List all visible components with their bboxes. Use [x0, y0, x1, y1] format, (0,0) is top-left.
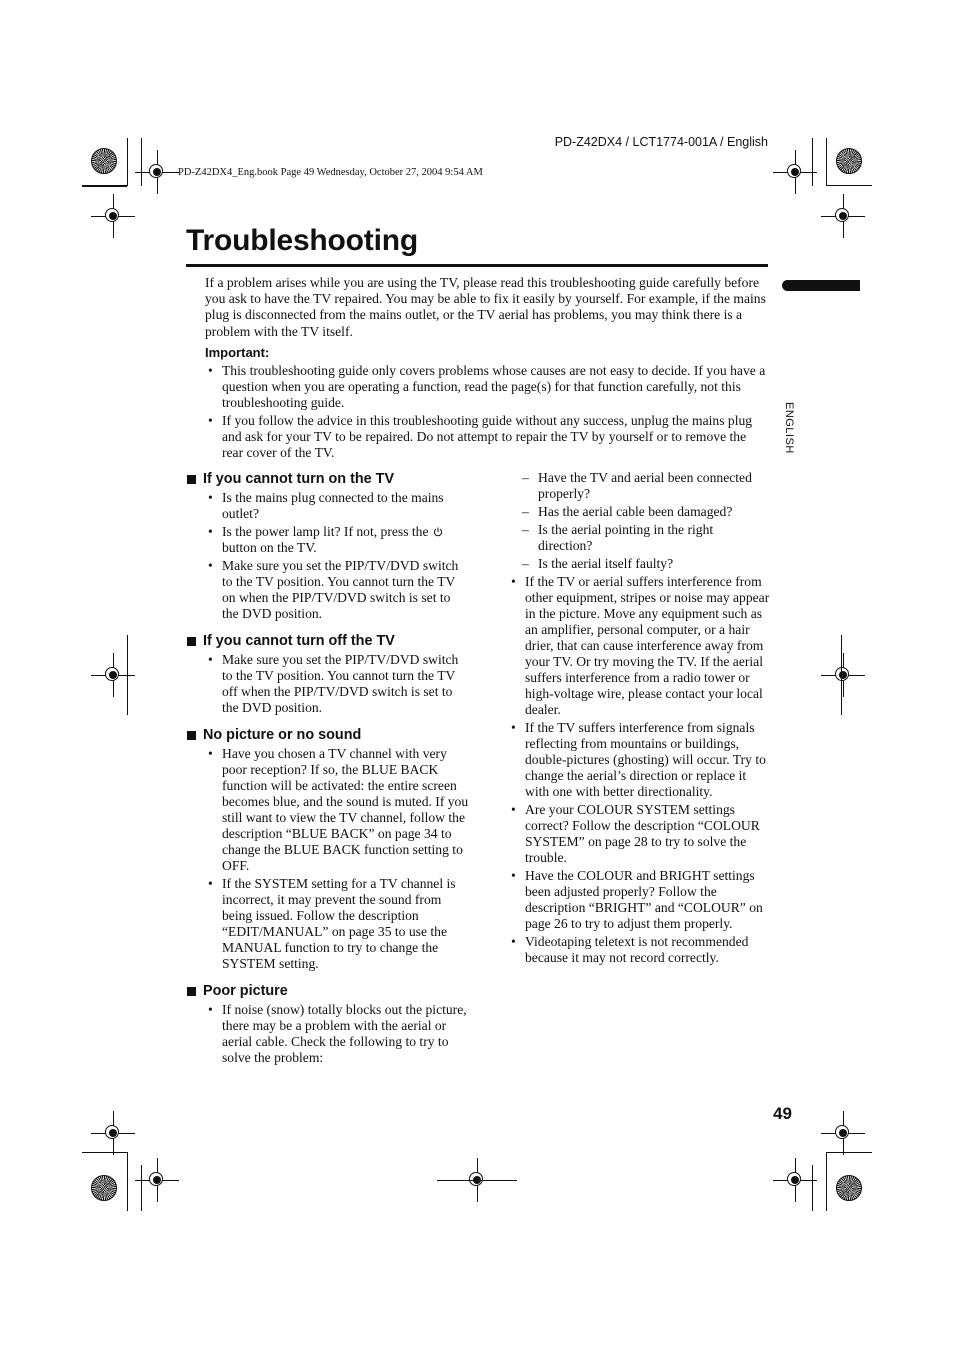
color-target-icon — [91, 1175, 117, 1201]
list-item: • If noise (snow) totally blocks out the picture, there may be a problem with the aerial or aerial cable. Check the following to try to solve the problem: — [205, 1002, 469, 1066]
language-label: ENGLISH — [783, 402, 795, 454]
registration-mark-icon — [135, 1158, 179, 1202]
book-info: PD-Z42DX4_Eng.book Page 49 Wednesday, October 27, 2004 9:54 AM — [178, 167, 483, 178]
crop-line — [82, 186, 127, 187]
section-list — [205, 1002, 469, 1066]
section-heading — [187, 632, 469, 650]
registration-mark-icon — [91, 194, 135, 238]
color-target-icon — [836, 148, 862, 174]
section-heading-text: If you cannot turn on the TV — [203, 471, 395, 487]
list-item: – Has the aerial cable been damaged? — [521, 504, 770, 520]
intro-paragraph: If a problem arises while you are using the TV, please read this troubleshooting guide carefully before you ask to have the TV repaired. You may be able to fix it easily by yourself. For example, if the mains plug is disconnected from the mains outlet, or the TV aerial has problems, you may think there is a problem with the TV itself. — [205, 275, 766, 339]
section-list — [205, 652, 469, 716]
section-list — [205, 746, 469, 972]
list-item: • If the TV suffers interference from signals reflecting from mountains or buildings, double-pictures (ghosting) will occur. Try to change the aerial’s direction or replace it with one with better directionality. — [508, 720, 770, 800]
list-item: – Is the aerial itself faulty? — [521, 556, 770, 572]
registration-mark-icon — [821, 653, 865, 697]
section-heading — [187, 726, 469, 744]
section-heading — [187, 470, 469, 488]
title-rule — [186, 264, 768, 267]
crop-line — [127, 635, 128, 715]
section-heading — [187, 982, 469, 1000]
list-item: • If the TV or aerial suffers interference from other equipment, stripes or noise may appear in the picture. Move any equipment such as an amplifier, personal computer, or a hair drier, that can cause interference away from your TV. Or try moving the TV. If the aerial suffers interference from a radio tower or high-voltage wire, please contact your local dealer. — [508, 574, 770, 718]
list-item: • Make sure you set the PIP/TV/DVD switch to the TV position. You cannot turn the TV on when the PIP/TV/DVD switch is set to the DVD position. — [205, 558, 469, 622]
list-item: • If the SYSTEM setting for a TV channel is incorrect, it may prevent the sound from being issued. Follow the description “EDIT/MANUAL” on page 35 to use the MANUAL function to try to change the SYSTEM setting. — [205, 876, 469, 972]
list-item-text: button on the TV. — [222, 540, 317, 555]
registration-mark-icon — [821, 1111, 865, 1155]
list-item: • Videotaping teletext is not recommended because it may not record correctly. — [508, 934, 770, 966]
list-item: – Have the TV and aerial been connected properly? — [521, 470, 770, 502]
list-item: • This troubleshooting guide only covers problems whose causes are not easy to decide. If you have a question when you are operating a function, read the page(s) for that function carefully, not this troubleshooting guide. — [205, 363, 767, 412]
document-id: PD-Z42DX4 / LCT1774-001A / English — [554, 135, 768, 149]
square-bullet-icon — [187, 987, 196, 996]
list-item-text: Is the power lamp lit? If not, press the — [222, 524, 429, 539]
crop-line — [437, 1180, 517, 1181]
list-item: • Have the COLOUR and BRIGHT settings been adjusted properly? Follow the description “BRIGHT” and “COLOUR” on page 26 to try to adjust them properly. — [508, 868, 770, 932]
registration-mark-icon — [91, 1111, 135, 1155]
section-list — [205, 490, 469, 622]
square-bullet-icon — [187, 731, 196, 740]
registration-mark-icon — [773, 150, 817, 194]
check-list — [521, 470, 770, 572]
section-heading-text: Poor picture — [203, 983, 288, 999]
list-item: • Make sure you set the PIP/TV/DVD switch to the TV position. You cannot turn the TV off when the PIP/TV/DVD switch is set to the DVD position. — [205, 652, 469, 716]
registration-mark-icon — [773, 1158, 817, 1202]
right-column — [508, 470, 770, 968]
list-item: – Is the aerial pointing in the right direction? — [521, 522, 770, 554]
square-bullet-icon — [187, 637, 196, 646]
list-item: • If you follow the advice in this troubleshooting guide without any success, unplug the mains plug and ask for your TV to be repaired. Do not attempt to repair the TV by yourself or to remove the rear cover of the TV. — [205, 413, 767, 462]
list-item: • Is the mains plug connected to the mains outlet? — [205, 490, 469, 522]
page-title: Troubleshooting — [186, 224, 418, 257]
language-tab — [782, 280, 860, 291]
important-heading: Important: — [205, 345, 270, 360]
section-list — [508, 574, 770, 966]
section-heading-text: No picture or no sound — [203, 727, 362, 743]
section-heading-text: If you cannot turn off the TV — [203, 633, 395, 649]
list-item: • Have you chosen a TV channel with very poor reception? If so, the BLUE BACK function will be activated: the entire screen becomes blue, and the sound is muted. If you still want to view the TV channel, follow the description “BLUE BACK” on page 34 to change the BLUE BACK function setting to OFF. — [205, 746, 469, 874]
left-column — [187, 470, 469, 1068]
registration-mark-icon — [821, 194, 865, 238]
crop-line — [841, 635, 842, 715]
color-target-icon — [91, 148, 117, 174]
list-item — [205, 524, 469, 556]
color-target-icon — [836, 1175, 862, 1201]
power-icon — [433, 527, 443, 537]
registration-mark-icon — [135, 150, 179, 194]
important-list — [205, 363, 767, 462]
registration-mark-icon — [91, 653, 135, 697]
list-item: • Are your COLOUR SYSTEM settings correct? Follow the description “COLOUR SYSTEM” on page 28 to try to solve the trouble. — [508, 802, 770, 866]
page-number: 49 — [773, 1104, 792, 1123]
square-bullet-icon — [187, 475, 196, 484]
